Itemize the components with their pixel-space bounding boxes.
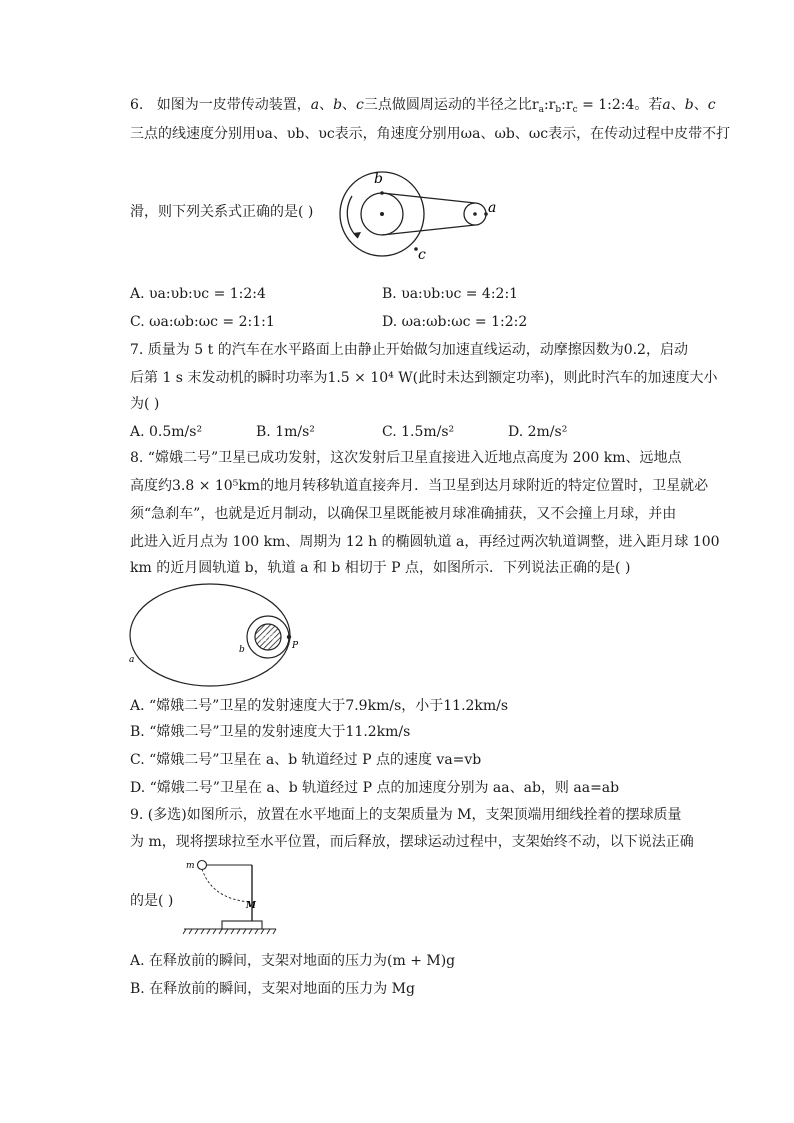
q7-line1: 7. 质量为 5 t 的汽车在水平路面上由静止开始做匀加速直线运动，动摩擦因数为0.2，启动 — [130, 342, 688, 358]
q7-line2: 后第 1 s 末发动机的瞬时功率为1.5 × 10⁴ W(此时未达到额定功率)，则此时汽车的加速度大小 — [130, 370, 718, 386]
q7-option-b[interactable]: B. 1m/s² — [256, 424, 315, 440]
q6-line2: 三点的线速度分别用υa、υb、υc表示，角速度分别用ωa、ωb、ωc表示，在传动过程中皮带不打 — [130, 126, 731, 142]
q7-option-a[interactable]: A. 0.5m/s² — [130, 424, 203, 440]
label-a-orbit: a — [129, 655, 135, 665]
label-p: P — [292, 641, 299, 651]
small-pulley-center — [473, 212, 477, 216]
label-b: b — [374, 171, 383, 187]
point-p-dot — [287, 635, 291, 639]
q9-option-a[interactable]: A. 在释放前的瞬间，支架对地面的压力为(m + M)g — [130, 953, 456, 969]
q9-line3: 的是( ) — [130, 893, 174, 909]
label-c: c — [418, 247, 426, 262]
q9-option-b[interactable]: B. 在释放前的瞬间，支架对地面的压力为 Mg — [130, 981, 415, 997]
q6-option-a[interactable]: A. υa:υb:υc = 1:2:4 — [130, 286, 266, 302]
rotation-arrow — [347, 196, 358, 238]
q9-line1: 9. (多选)如图所示，放置在水平地面上的支架质量为 M，支架顶端用细线拴着的摆球质量 — [130, 807, 682, 823]
q8-option-d[interactable]: D. “嫦娥二号”卫星在 a、b 轨道经过 P 点的加速度分别为 aa、ab，则 aa=ab — [130, 780, 620, 796]
q9-line2: 为 m，现将摆球拉至水平位置，而后释放，摆球运动过程中，支架始终不动，以下说法正确 — [130, 834, 694, 850]
point-b-dot — [380, 191, 384, 195]
q7-line3: 为( ) — [130, 396, 160, 412]
q8-line5: km 的近月圆轨道 b，轨道 a 和 b 相切于 P 点，如图所示．下列说法正确的是( ) — [130, 560, 631, 576]
swing-path — [202, 869, 250, 902]
q8-line4: 此进入近月点为 100 km、周期为 12 h 的椭圆轨道 a，再经过两次轨道调整，进入距月球 100 — [130, 534, 720, 550]
q7-option-c[interactable]: C. 1.5m/s² — [382, 424, 455, 440]
label-M-big: M — [246, 901, 256, 911]
q8-line1: 8. “嫦娥二号”卫星已成功发射，这次发射后卫星直接进入近地点高度为 200 km、远地点 — [130, 450, 682, 466]
label-m-small: m — [186, 861, 195, 871]
q8-line2: 高度约3.8 × 10⁵km的地月转移轨道直接奔月．当卫星到达月球附近的特定位置时，卫星就必 — [130, 478, 709, 494]
label-b-orbit: b — [239, 645, 245, 655]
q8-option-c[interactable]: C. “嫦娥二号”卫星在 a、b 轨道经过 P 点的速度 va=vb — [130, 752, 482, 768]
label-a: a — [488, 200, 497, 216]
stand-base — [222, 921, 262, 929]
q8-option-b[interactable]: B. “嫦娥二号”卫星的发射速度大于11.2km/s — [130, 724, 411, 740]
pendulum-ball — [198, 861, 207, 870]
large-pulley-center — [380, 212, 384, 216]
q6-line3: 滑，则下列关系式正确的是( ) — [130, 204, 314, 220]
q6-line1: 6. 如图为一皮带传动装置，a、b、c三点做圆周运动的半径之比$r_a:r_b:r_c$ = 1:2:4。若a、b、c — [130, 97, 716, 115]
lunar-orbit-figure — [126, 582, 306, 688]
q8-line3: 须“急刹车”，也就是近月制动，以确保卫星既能被月球准确捕获，又不会撞上月球，并由 — [130, 506, 677, 522]
q6-option-d[interactable]: D. ωa:ωb:ωc = 1:2:2 — [382, 314, 528, 330]
q6-option-c[interactable]: C. ωa:ωb:ωc = 2:1:1 — [130, 314, 275, 330]
q6-option-b[interactable]: B. υa:υb:υc = 4:2:1 — [382, 286, 519, 302]
moon-label: 月球 — [260, 633, 276, 642]
pendulum-stand-figure — [182, 854, 278, 940]
belt-pulley-figure — [338, 162, 504, 262]
ground-hatch — [183, 929, 276, 934]
q8-option-a[interactable]: A. “嫦娥二号”卫星的发射速度大于7.9km/s，小于11.2km/s — [130, 698, 509, 714]
q7-option-d[interactable]: D. 2m/s² — [508, 424, 568, 440]
